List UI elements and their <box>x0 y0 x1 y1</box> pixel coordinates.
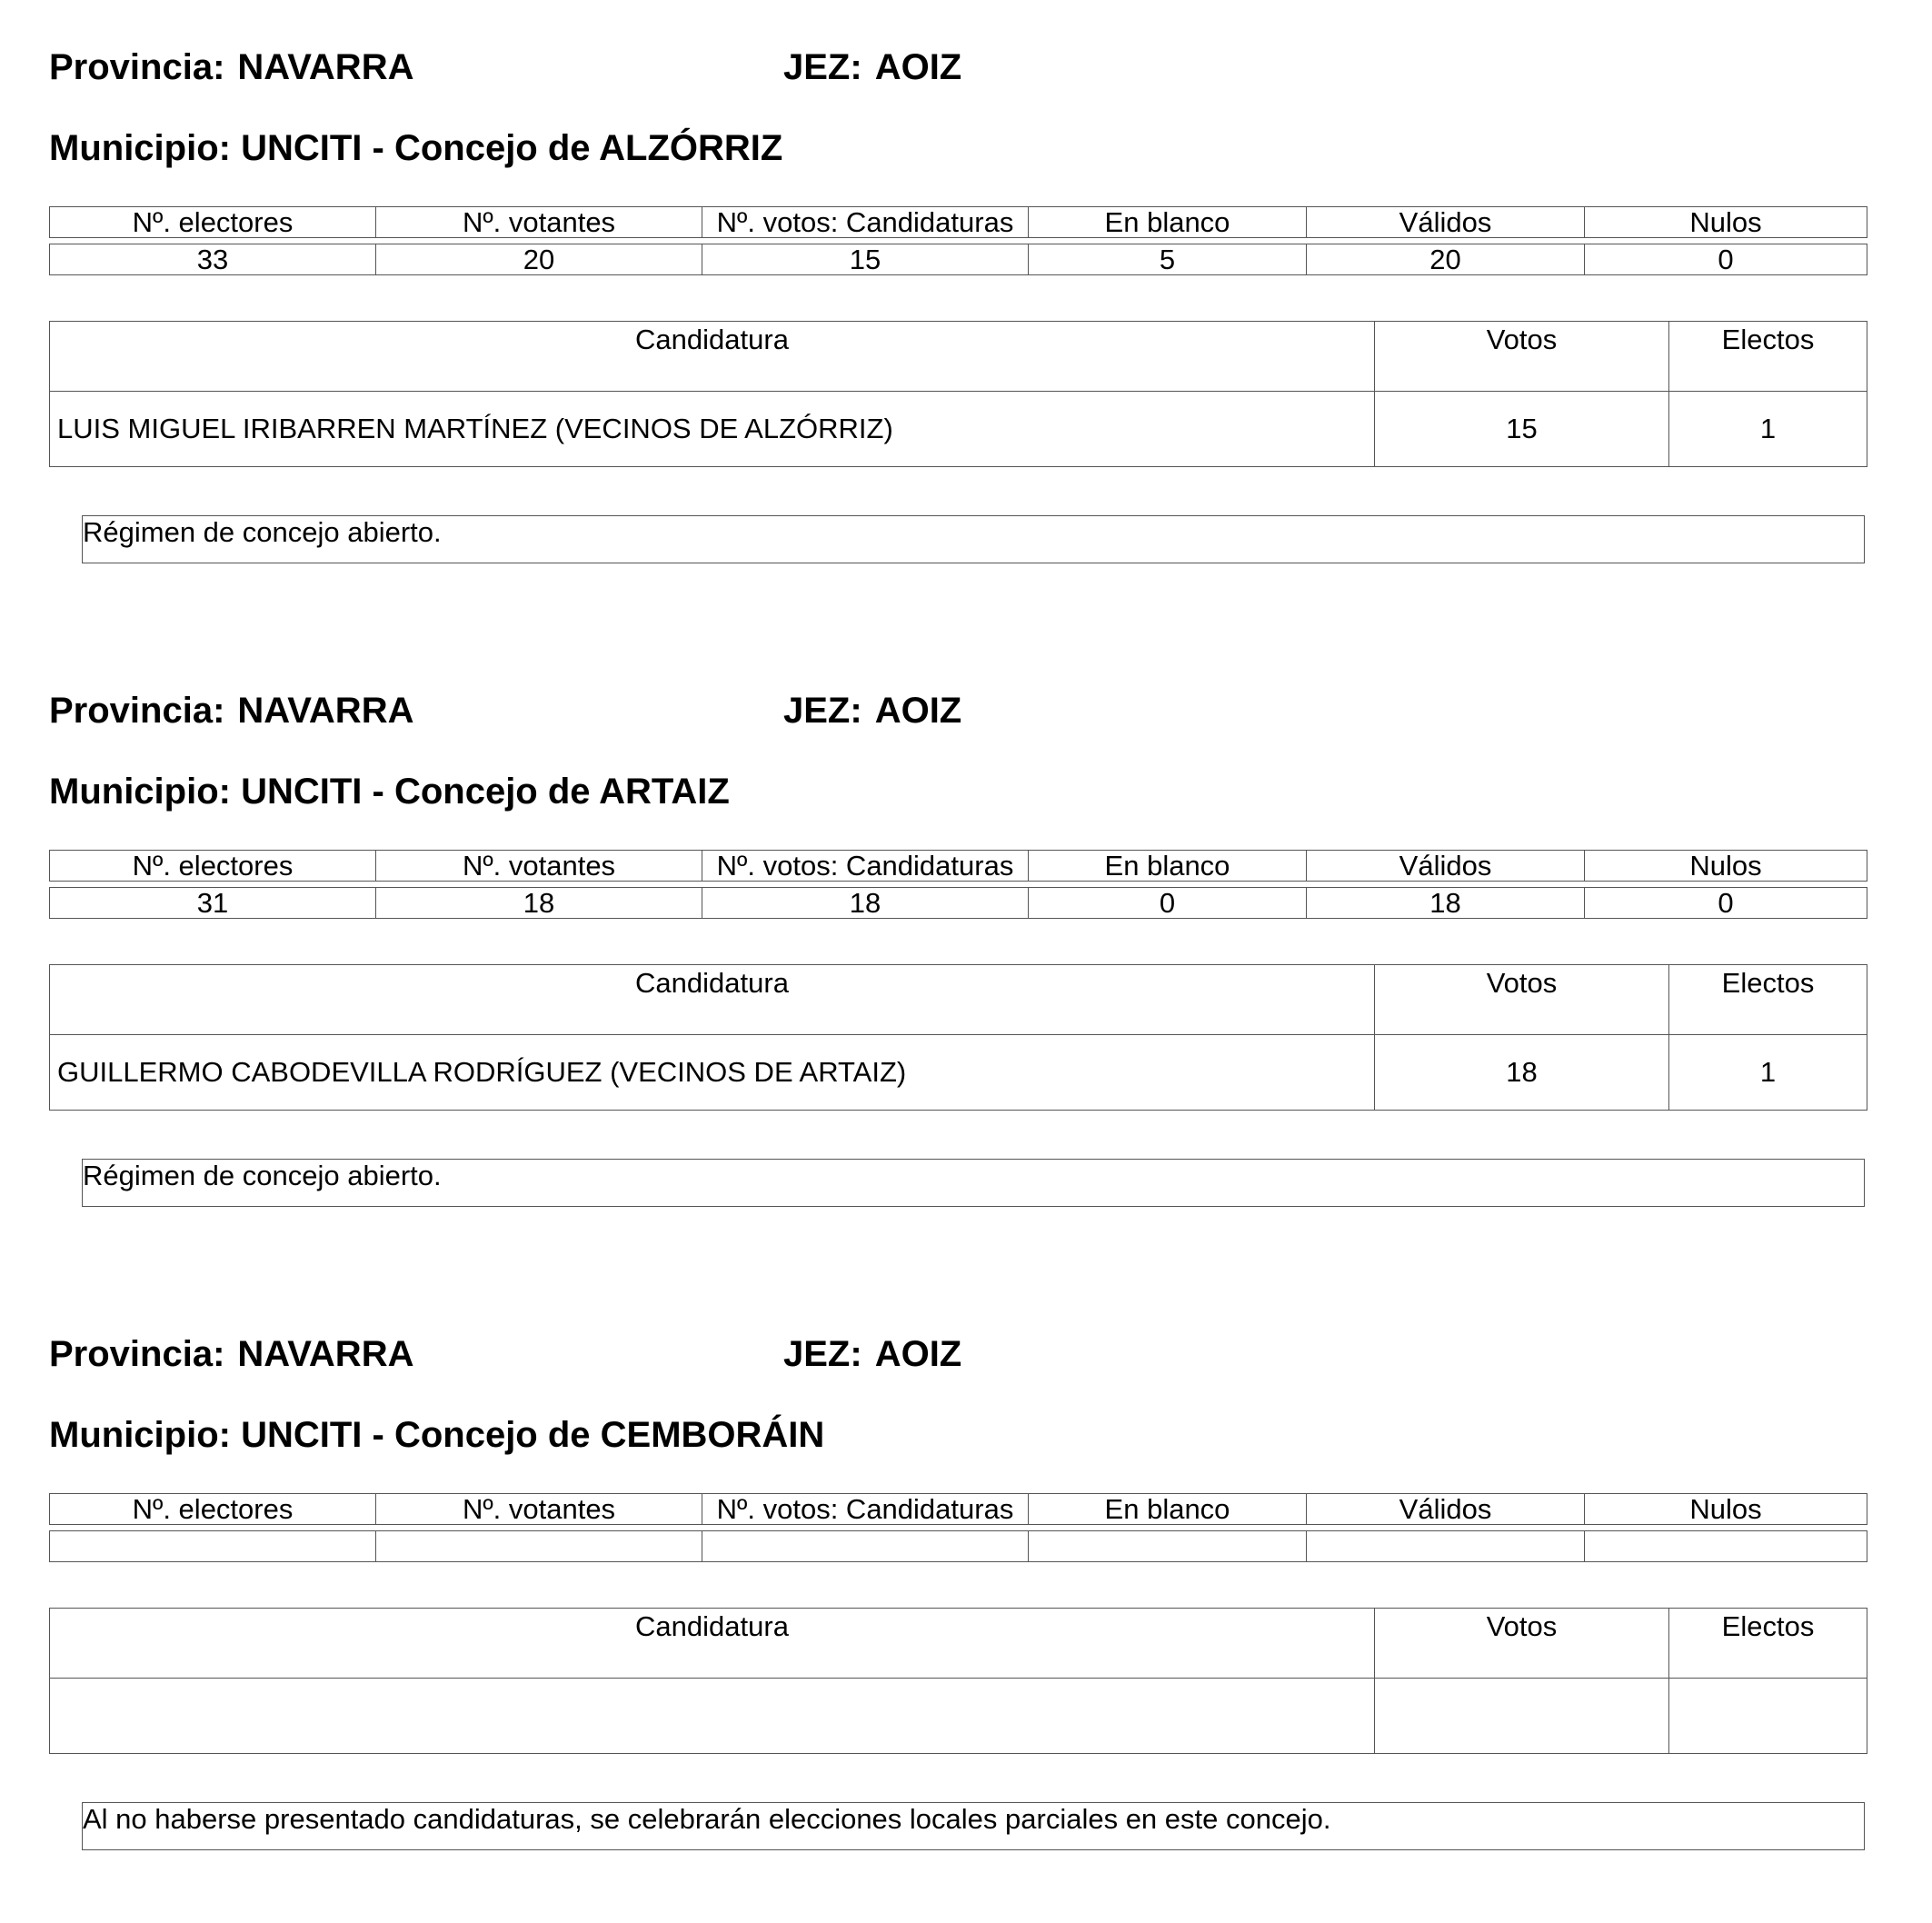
stats-header-row <box>50 1494 1867 1525</box>
candidate-votos: 15 <box>1375 392 1669 467</box>
stats-value-cell: 18 <box>1307 888 1585 919</box>
observation-note: Régimen de concejo abierto. <box>82 515 1865 563</box>
stats-header-cell: Válidos <box>1307 207 1585 238</box>
stats-value-row <box>50 888 1867 919</box>
stats-table <box>49 1493 1867 1562</box>
candidate-row <box>50 392 1867 467</box>
candidates-table <box>49 1608 1867 1754</box>
stats-value-cell: 0 <box>1585 244 1867 275</box>
stats-header-cell: Nº. votos: Candidaturas <box>702 207 1029 238</box>
stats-header-cell: Nº. votantes <box>376 851 702 882</box>
stats-header-cell: Válidos <box>1307 851 1585 882</box>
votos-header: Votos <box>1375 965 1669 1035</box>
candidate-name: LUIS MIGUEL IRIBARREN MARTÍNEZ (VECINOS DE ALZÓRRIZ) <box>50 392 1375 467</box>
candidate-electos: 1 <box>1669 1035 1867 1111</box>
stats-value-cell <box>1585 1531 1867 1562</box>
provincia-heading: Provincia: NAVARRA <box>49 47 414 87</box>
stats-header-cell: En blanco <box>1029 1494 1307 1525</box>
votos-header: Votos <box>1375 1609 1669 1679</box>
stats-value-cell: 18 <box>376 888 702 919</box>
stats-header-cell: Válidos <box>1307 1494 1585 1525</box>
candidates-header-row <box>50 1609 1867 1679</box>
candidatura-header: Candidatura <box>50 1609 1375 1679</box>
jez-heading: JEZ: AOIZ <box>783 691 962 731</box>
stats-header-cell: Nº. electores <box>50 851 376 882</box>
stats-header-row <box>50 851 1867 882</box>
stats-value-cell <box>1307 1531 1585 1562</box>
candidate-votos <box>1375 1679 1669 1754</box>
jez-heading: JEZ: AOIZ <box>783 1334 962 1374</box>
provincia-heading: Provincia: NAVARRA <box>49 1334 414 1374</box>
stats-value-row <box>50 1531 1867 1562</box>
stats-header-cell: Nulos <box>1585 851 1867 882</box>
candidates-table <box>49 964 1867 1111</box>
stats-value-cell: 0 <box>1029 888 1307 919</box>
stats-header-cell: En blanco <box>1029 851 1307 882</box>
candidates-table <box>49 321 1867 467</box>
stats-value-cell <box>376 1531 702 1562</box>
stats-header-cell: Nº. votantes <box>376 207 702 238</box>
stats-header-cell: Nº. electores <box>50 207 376 238</box>
candidate-electos: 1 <box>1669 392 1867 467</box>
stats-value-cell <box>702 1531 1029 1562</box>
candidates-header-row <box>50 322 1867 392</box>
electos-header: Electos <box>1669 322 1867 392</box>
stats-value-cell: 31 <box>50 888 376 919</box>
candidate-electos <box>1669 1679 1867 1754</box>
stats-header-cell: En blanco <box>1029 207 1307 238</box>
stats-table <box>49 206 1867 275</box>
stats-value-cell <box>1029 1531 1307 1562</box>
stats-header-cell: Nº. votos: Candidaturas <box>702 851 1029 882</box>
provincia-heading: Provincia: NAVARRA <box>49 691 414 731</box>
municipio-heading: Municipio: UNCITI - Concejo de ALZÓRRIZ <box>49 128 783 168</box>
candidate-row <box>50 1679 1867 1754</box>
stats-value-cell: 5 <box>1029 244 1307 275</box>
jez-heading: JEZ: AOIZ <box>783 47 962 87</box>
stats-value-row <box>50 244 1867 275</box>
stats-header-cell: Nulos <box>1585 1494 1867 1525</box>
candidate-row <box>50 1035 1867 1111</box>
electos-header: Electos <box>1669 965 1867 1035</box>
concejo-section <box>0 1287 1932 1923</box>
concejo-section <box>0 643 1932 1280</box>
stats-value-cell: 33 <box>50 244 376 275</box>
municipio-heading: Municipio: UNCITI - Concejo de ARTAIZ <box>49 772 730 812</box>
electos-header: Electos <box>1669 1609 1867 1679</box>
candidatura-header: Candidatura <box>50 322 1375 392</box>
municipio-heading: Municipio: UNCITI - Concejo de CEMBORÁIN <box>49 1415 825 1455</box>
votos-header: Votos <box>1375 322 1669 392</box>
stats-value-cell: 20 <box>376 244 702 275</box>
stats-header-cell: Nulos <box>1585 207 1867 238</box>
candidates-header-row <box>50 965 1867 1035</box>
candidate-name <box>50 1679 1375 1754</box>
concejo-section <box>0 0 1932 636</box>
stats-value-cell: 20 <box>1307 244 1585 275</box>
candidatura-header: Candidatura <box>50 965 1375 1035</box>
candidate-votos: 18 <box>1375 1035 1669 1111</box>
stats-table <box>49 850 1867 919</box>
stats-value-cell: 0 <box>1585 888 1867 919</box>
stats-header-cell: Nº. votos: Candidaturas <box>702 1494 1029 1525</box>
candidate-name: GUILLERMO CABODEVILLA RODRÍGUEZ (VECINOS DE ARTAIZ) <box>50 1035 1375 1111</box>
stats-header-cell: Nº. electores <box>50 1494 376 1525</box>
observation-note: Régimen de concejo abierto. <box>82 1159 1865 1207</box>
stats-header-row <box>50 207 1867 238</box>
stats-header-cell: Nº. votantes <box>376 1494 702 1525</box>
observation-note: Al no haberse presentado candidaturas, se celebrarán elecciones locales parciales en este concejo. <box>82 1802 1865 1850</box>
stats-value-cell <box>50 1531 376 1562</box>
stats-value-cell: 18 <box>702 888 1029 919</box>
stats-value-cell: 15 <box>702 244 1029 275</box>
